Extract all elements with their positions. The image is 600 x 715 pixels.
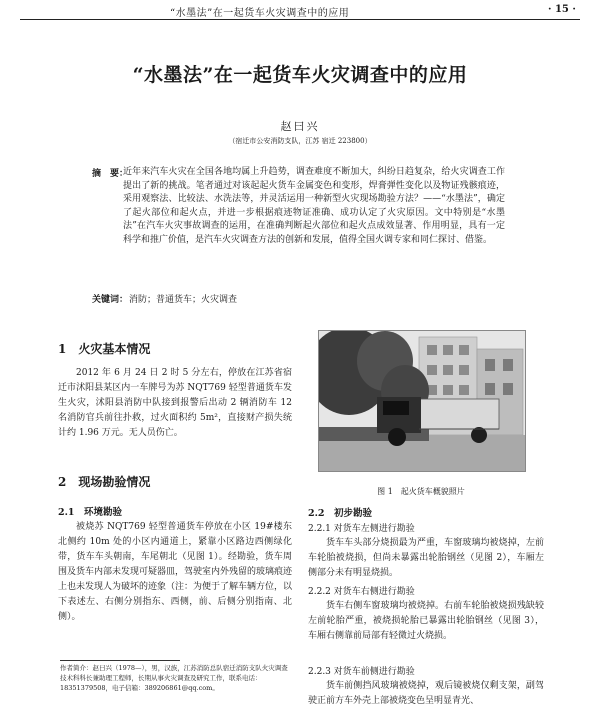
section-2-2-3-paragraph: 货车前侧挡风玻璃被烧掉，观后镜被烧仅剩支架，副驾驶正前方车外壳上部被烧变色呈明显青光、 <box>308 681 544 706</box>
section-2-1-paragraph: 被烧苏 NQT769 轻型普通货车停放在小区 19#楼东北侧约 10m 处的小区内通道上，紧靠小区路边西侧绿化带，货车车头朝南，车尾朝北（见图 1）。经勘验，货车周围及货车内部未发现可疑器皿，驾驶室内外残留的玻璃痕迹上也未发现人为破坏的迹象（注：为便于了解车辆方位，以下表述左、右侧分别指东、西侧，前、后侧分别指南、北侧）。 <box>58 522 293 622</box>
section-2-2-2-heading: 2.2.2 对货车右侧进行勘验 <box>308 587 415 597</box>
section-1-paragraph: 2012 年 6 月 24 日 2 时 5 分左右，停放在江苏省宿迁市沭阳县某区内一车牌号为苏 NQT769 轻型普通货车发生火灾，沭阳县消防中队接到报警后出动 2 辆消防车 12 名消防官兵前往扑救，过火面积约 5m²，直接财产损失统计约 1.96 万元。无人员伤亡。 <box>58 368 292 438</box>
figure-1-caption: 图 1 起火货车概貌照片 <box>377 487 465 496</box>
running-header <box>0 0 600 22</box>
abstract-label: 摘 要： <box>92 169 129 179</box>
author-footnote: 作者简介：赵曰兴（1978—），男，汉族，江苏消防总队宿迁消防支队火灾调查技术科科长兼助理工程师，长期从事火灾调查及研究工作，联系电话：18351379508，电子信箱：389206861@qq.com。 <box>60 664 288 692</box>
author: 赵曰兴 <box>280 120 320 133</box>
keywords-text: 消防；普通货车；火灾调查 <box>129 295 238 305</box>
figure-1-photo <box>318 330 526 472</box>
section-2-2-3-heading: 2.2.3 对货车前侧进行勘验 <box>308 667 415 677</box>
section-2-heading: 2 现场勘验情况 <box>58 475 151 489</box>
section-2-2-1-paragraph: 货车车头部分烧损最为严重，车窗玻璃均被烧掉，左前车轮胎被烧损，但尚未暴露出轮胎钢丝（见图 2），车厢左侧部分未有明显烧损。 <box>308 538 544 578</box>
header-rule <box>20 19 580 20</box>
truck-photo-illustration <box>319 331 525 471</box>
section-2-2-1-heading: 2.2.1 对货车左侧进行勘验 <box>308 524 415 534</box>
section-1-heading: 1 火灾基本情况 <box>58 342 151 356</box>
article-title: “水墨法”在一起货车火灾调查中的应用 <box>132 64 468 86</box>
section-2-1-heading: 2.1 环境勘验 <box>58 507 123 518</box>
section-2-2-heading: 2.2 初步勘验 <box>308 508 373 519</box>
footnote-rule <box>60 660 180 661</box>
running-title: “水墨法”在一起货车火灾调查中的应用 <box>170 8 350 19</box>
affiliation: （宿迁市公安消防支队，江苏 宿迁 223800） <box>228 137 372 145</box>
keywords-label: 关键词： <box>92 295 129 305</box>
page-number: · 15 · <box>548 4 576 15</box>
abstract-text: 近年来汽车火灾在全国各地均属上升趋势，调查难度不断加大，纠纷日趋复杂，给火灾调查工作提出了新的挑战。笔者通过对该起起火货车金属变色和变形，焊膏弹性变化以及物证残骸痕迹，采用观察法、比较法、水洗法等，并灵活运用一种新型火灾现场勘验方法？——“水墨法”，确定了起火部位和起火点，并进一步根据痕迹物证准确、成功认定了火灾原因。文中特别是“水墨法”在汽车火灾事故调查的运用，在准确判断起火部位和起火点成效显著、作用明显，具有一定科学和推广价值，是汽车火灾调查方法的创新和发展，值得全国火调专家和同仁探讨、借鉴。 <box>123 167 505 245</box>
section-2-2-2-paragraph: 货车右侧车窗玻璃均被烧掉。右前车轮胎被烧损残缺较左前轮胎严重，被烧损轮胎已暴露出轮胎钢丝（见图 3），车厢右侧靠前局部有轻微过火烧损。 <box>308 601 544 641</box>
